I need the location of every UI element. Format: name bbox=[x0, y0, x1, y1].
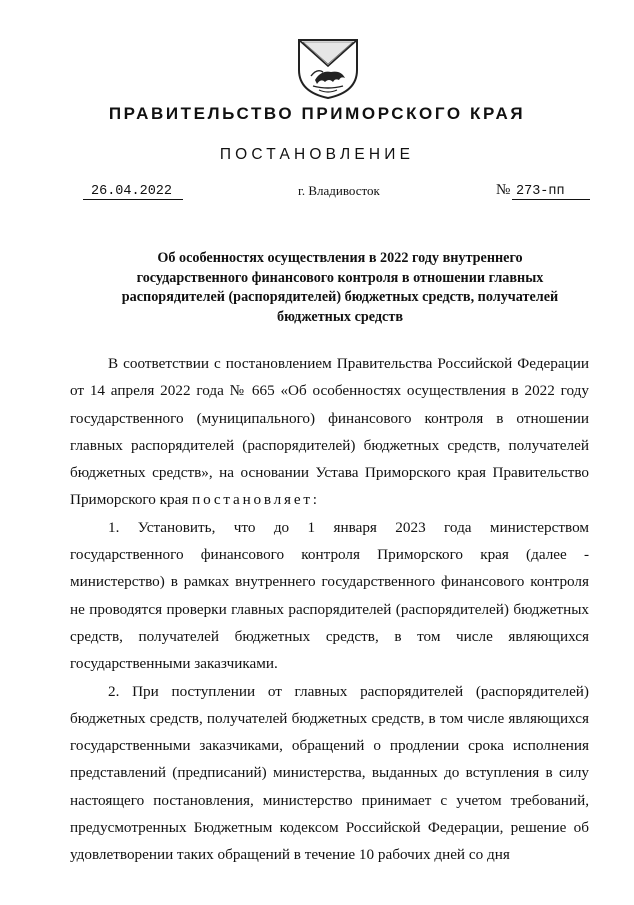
number-label: № bbox=[496, 182, 511, 198]
intro-paragraph bbox=[70, 350, 589, 514]
primorsky-krai-coat-of-arms-icon bbox=[295, 36, 361, 100]
document-number: 273-пп bbox=[512, 184, 590, 200]
document-body bbox=[70, 350, 589, 869]
intro-text: В соответствии с постановлением Правительства Российской Федерации от 14 апреля 2022 года № 665 «Об особенностях осуществления в 2022 году государственного (муниципального) финансового контроля в отношении главных распорядителей (распорядителей) бюджетных средств, получателей бюджетных средств», на основании Устава Приморского края Правительство Приморского края bbox=[70, 355, 589, 509]
item-2-paragraph: 2. При поступлении от главных распорядителей (распорядителей) бюджетных средств, получателей бюджетных средств, в том числе являющихся государственными заказчиками, обращений о продлении срока исполнения представлений (предписаний) министерства, выданных до вступления в силу настоящего постановления, министерство принимает с учетом требований, предусмотренных Бюджетным кодексом Российской Федерации, решение об удовлетворении таких обращений в течение 10 рабочих дней со дня bbox=[70, 682, 589, 864]
government-name: ПРАВИТЕЛЬСТВО ПРИМОРСКОГО КРАЯ bbox=[108, 104, 526, 123]
document-date: 26.04.2022 bbox=[83, 184, 183, 200]
item-1-paragraph: 1. Установить, что до 1 января 2023 года министерством государственного финансового контроля Приморского края (далее - министерство) в рамках внутреннего государственного финансового контроля не проводятся проверки главных распорядителей (распорядителей) бюджетных средств, получателей бюджетных средств, в том числе являющихся государственными заказчиками. bbox=[70, 518, 589, 673]
document-type: ПОСТАНОВЛЕНИЕ bbox=[219, 146, 415, 163]
resolves-word: постановляет: bbox=[192, 491, 320, 509]
document-city: г. Владивосток bbox=[298, 183, 380, 198]
document-title: Об особенностях осуществления в 2022 году внутреннего государственного финансового контроля в отношении главных распорядителей (распорядителей) бюджетных средств, получателей бюджетных средств bbox=[121, 250, 559, 325]
